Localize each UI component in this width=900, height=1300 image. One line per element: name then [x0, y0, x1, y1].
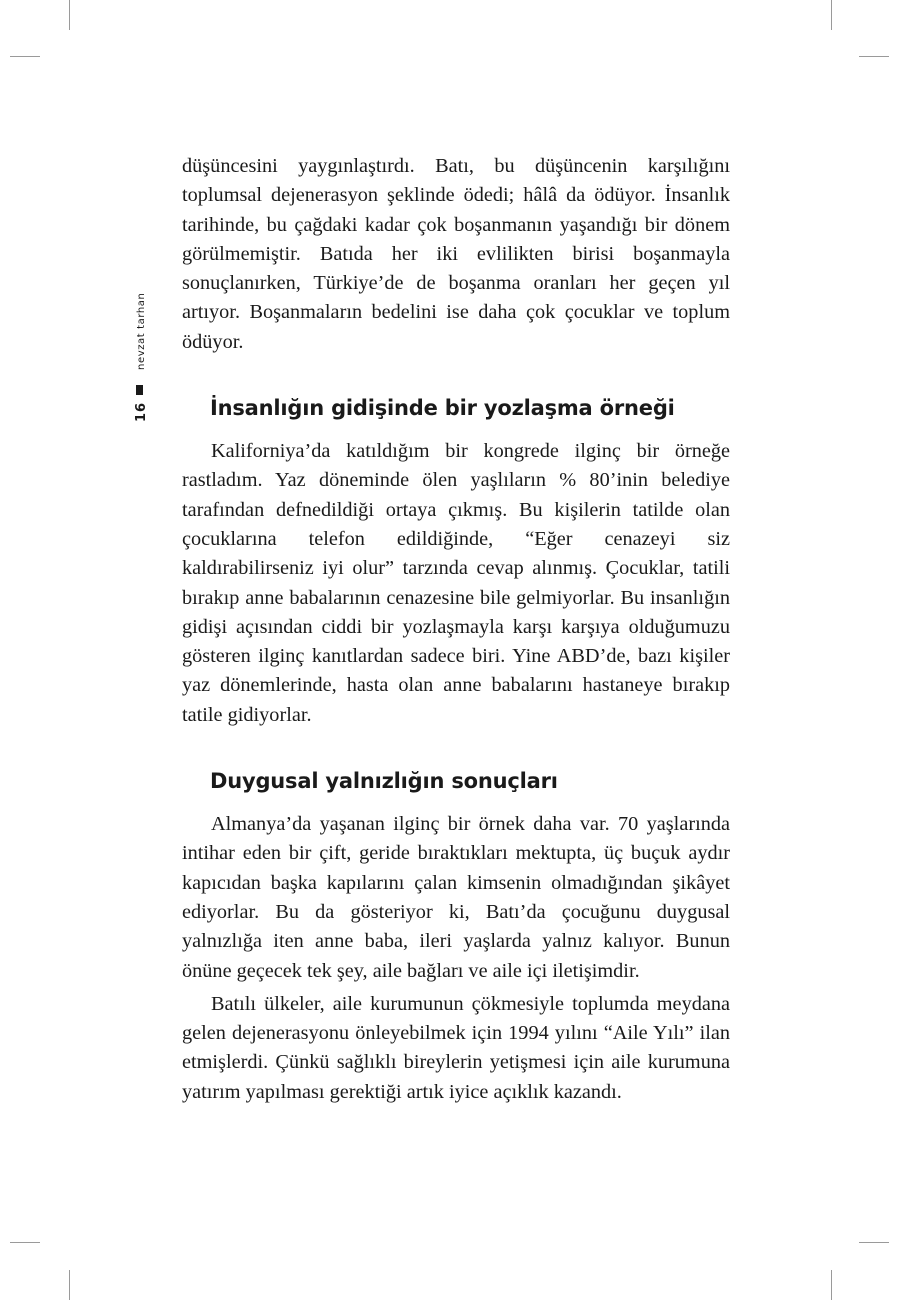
crop-mark-top-left	[69, 0, 70, 30]
crop-mark-bottom-left-horizontal	[10, 1242, 40, 1243]
crop-mark-top-right	[831, 0, 832, 30]
paragraph: Kaliforniya’da katıldığım bir kongrede ilginç bir örneğe rastladım. Yaz döneminde ölen yaşlıların % 80’inin belediye tarafından defnedildiği ortaya çıkmış. Bu kişilerin tatilde olan çocuklarına telefon edildiğinde, “Eğer cenazeyi siz kaldırabilirseniz iyi olur” tarzında cevap alınmış. Çocuklar, tatili bırakıp anne babalarının cenazesine bile gelmiyorlar. Bu insanlığın gidişi açısından ciddi bir yozlaşmayla karşı karşıya olduğumuzu gösteren ilginç kanıtlardan sadece biri. Yine ABD’de, bazı kişiler yaz dönemlerinde, hasta olan anne babalarını hastaneye bırakıp tatile gidiyorlar.	[182, 440, 730, 726]
crop-mark-bottom-right-horizontal	[859, 1242, 889, 1243]
crop-mark-top-right-horizontal	[859, 56, 889, 57]
crop-mark-top-left-horizontal	[10, 56, 40, 57]
running-header	[134, 290, 148, 430]
page-number: 16	[134, 401, 149, 422]
running-header-marker	[136, 385, 143, 395]
section-heading: İnsanlığın gidişinde bir yozlaşma örneği	[210, 396, 675, 421]
paragraph: Almanya’da yaşanan ilginç bir örnek daha var. 70 yaşlarında intihar eden bir çift, geride bıraktıkları mektupta, üç buçuk aydır kapıcıdan başka kapılarını çalan kimsenin olmadığından şikâyet ediyorlar. Bu da gösteriyor ki, Batı’da çocuğunu duygusal yalnızlığa iten anne baba, ileri yaşlarda yalnız kalıyor. Bunun önüne geçecek tek şey, aile bağları ve aile içi iletişimdir.	[182, 813, 730, 982]
paragraph: düşüncesini yaygınlaştırdı. Batı, bu düşüncenin karşılığını toplumsal dejenerasyon şeklinde ödedi; hâlâ da ödüyor. İnsanlık tarihinde, bu çağdaki kadar çok boşanmanın yaşandığı bir dönem görülmemiştir. Batıda her iki evlilikten birisi boşanmayla sonuçlanırken, Türkiye’de de boşanma oranları her geçen yıl artıyor. Boşanmaların bedelini ise daha çok çocuklar ve toplum ödüyor.	[182, 155, 730, 353]
section-heading: Duygusal yalnızlığın sonuçları	[210, 769, 558, 794]
page-body	[182, 152, 730, 1107]
crop-mark-bottom-left	[69, 1270, 70, 1300]
crop-mark-bottom-right	[831, 1270, 832, 1300]
paragraph: Batılı ülkeler, aile kurumunun çökmesiyle toplumda meydana gelen dejenerasyonu önleyebilmek için 1994 yılını “Aile Yılı” ilan etmişlerdi. Çünkü sağlıklı bireylerin yetişmesi için aile kurumuna yatırım yapılması gerektiği artık iyice açıklık kazandı.	[182, 992, 730, 1103]
running-header-author: nevzat tarhan	[136, 292, 147, 370]
